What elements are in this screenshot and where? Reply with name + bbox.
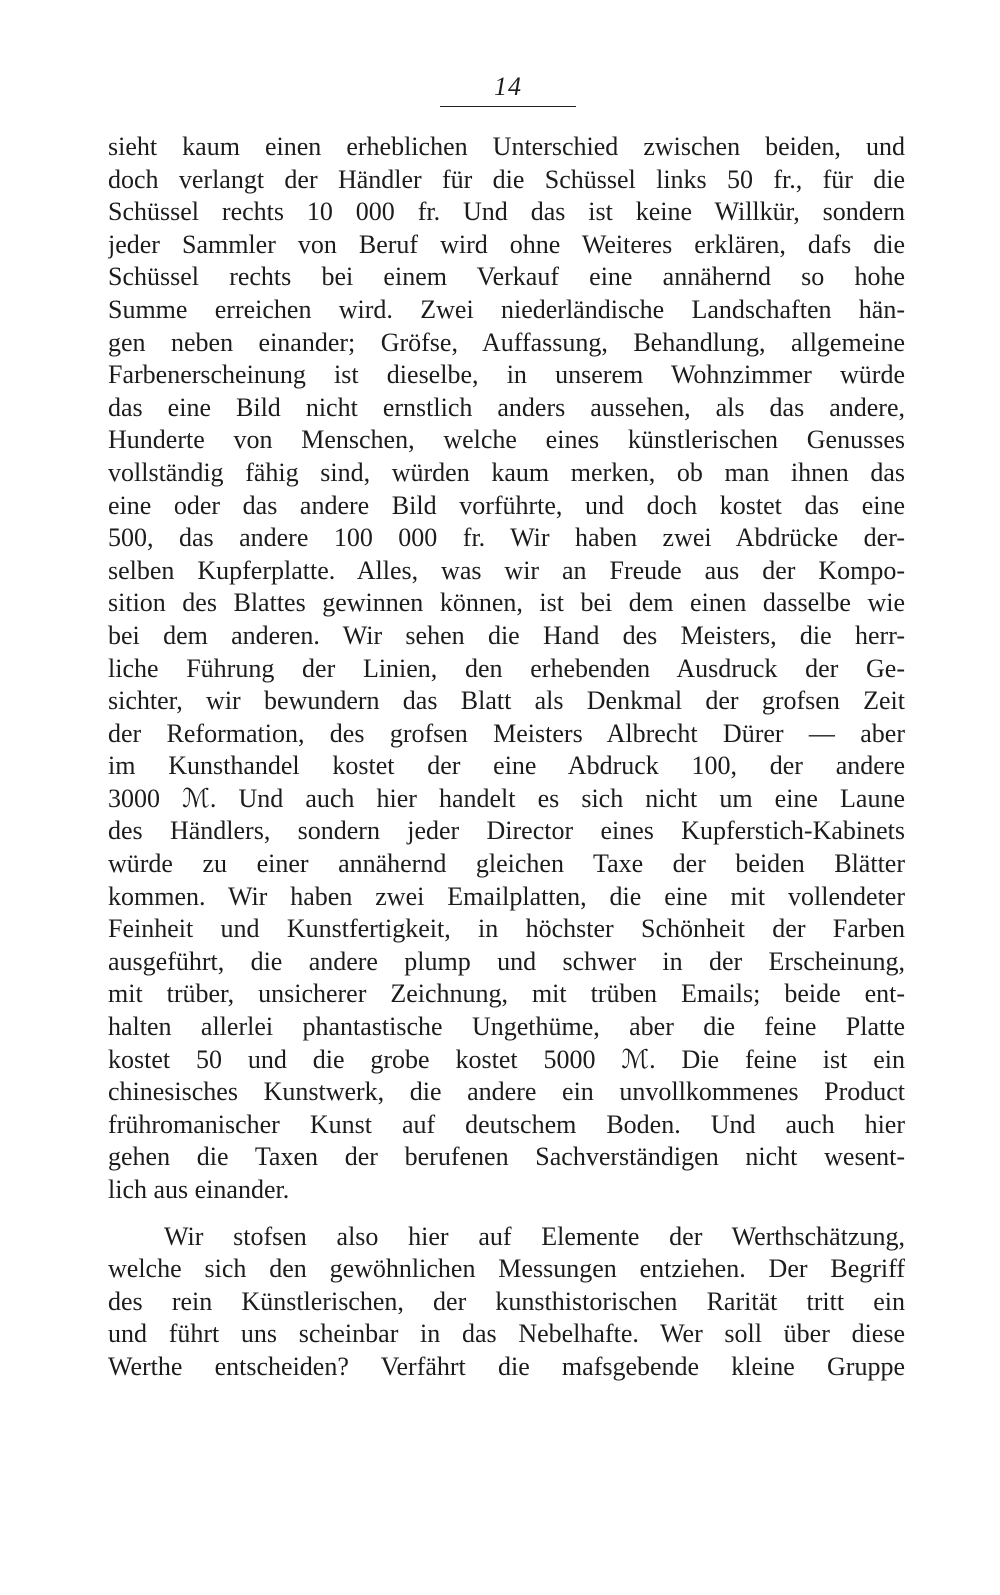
body-text	[108, 131, 905, 1384]
page-header	[440, 72, 576, 102]
text-line: jeder Sammler von Beruf wird ohne Weiteres erklären, dafs die	[108, 229, 905, 259]
text-line: doch verlangt der Händler für die Schüssel links 50 fr., für die	[108, 164, 905, 194]
text-line: bei dem anderen. Wir sehen die Hand des Meisters, die herr-	[108, 620, 905, 650]
text-line: Werthe entscheiden? Verfährt die mafsgebende kleine Gruppe	[108, 1351, 905, 1381]
text-line: halten allerlei phantastische Ungethüme, aber die feine Platte	[108, 1012, 905, 1042]
text-line: sition des Blattes gewinnen können, ist bei dem einen dasselbe wie	[108, 588, 905, 618]
text-line: kostet 50 und die grobe kostet 5000 ℳ. Die feine ist ein	[108, 1044, 905, 1074]
paragraph-gap	[108, 1207, 905, 1221]
header-rule	[440, 106, 576, 107]
text-line: kommen. Wir haben zwei Emailplatten, die eine mit vollendeter	[108, 881, 905, 911]
text-line: gen neben einander; Gröfse, Auffassung, Behandlung, allgemeine	[108, 327, 905, 357]
text-line: würde zu einer annähernd gleichen Taxe der beiden Blätter	[108, 849, 905, 879]
text-line: sieht kaum einen erheblichen Unterschied zwischen beiden, und	[108, 132, 905, 161]
text-line: vollständig fähig sind, würden kaum merken, ob man ihnen das	[108, 457, 905, 487]
text-line: im Kunsthandel kostet der eine Abdruck 100, der andere	[108, 751, 905, 781]
text-line: 3000 ℳ. Und auch hier handelt es sich nicht um eine Laune	[108, 783, 905, 813]
paragraph	[108, 1221, 905, 1384]
text-line: des Händlers, sondern jeder Director eines Kupferstich-Kabinets	[108, 816, 905, 846]
text-line: 500, das andere 100 000 fr. Wir haben zwei Abdrücke der-	[108, 523, 905, 553]
text-line: und führt uns scheinbar in das Nebelhafte. Wer soll über diese	[108, 1319, 905, 1349]
text-line: Schüssel rechts 10 000 fr. Und das ist keine Willkür, sondern	[108, 197, 905, 227]
text-line: lich aus einander.	[108, 1175, 290, 1204]
text-line: selben Kupferplatte. Alles, was wir an Freude aus der Kompo-	[108, 555, 905, 585]
text-line: Hunderte von Menschen, welche eines künstlerischen Genusses	[108, 425, 905, 455]
text-line: welche sich den gewöhnlichen Messungen entziehen. Der Begriff	[108, 1254, 905, 1284]
page-number: 14	[494, 72, 522, 101]
text-line: ausgeführt, die andere plump und schwer in der Erscheinung,	[108, 946, 905, 976]
text-line: Wir stofsen also hier auf Elemente der Werthschätzung,	[164, 1221, 905, 1251]
text-line: des rein Künstlerischen, der kunsthistorischen Rarität tritt ein	[108, 1286, 905, 1316]
text-line: eine oder das andere Bild vorführte, und doch kostet das eine	[108, 490, 905, 520]
text-line: der Reformation, des grofsen Meisters Albrecht Dürer — aber	[108, 718, 905, 748]
text-line: sichter, wir bewundern das Blatt als Denkmal der grofsen Zeit	[108, 686, 905, 716]
text-line: Schüssel rechts bei einem Verkauf eine annähernd so hohe	[108, 262, 905, 292]
text-line: chinesisches Kunstwerk, die andere ein unvollkommenes Product	[108, 1077, 905, 1107]
paragraph	[108, 131, 905, 1207]
text-line: das eine Bild nicht ernstlich anders aussehen, als das andere,	[108, 392, 905, 422]
text-line: frühromanischer Kunst auf deutschem Boden. Und auch hier	[108, 1109, 905, 1139]
text-line: Summe erreichen wird. Zwei niederländische Landschaften hän-	[108, 294, 905, 324]
text-line: liche Führung der Linien, den erhebenden Ausdruck der Ge-	[108, 653, 905, 683]
text-line: gehen die Taxen der berufenen Sachverständigen nicht wesent-	[108, 1142, 905, 1172]
text-line: Feinheit und Kunstfertigkeit, in höchster Schönheit der Farben	[108, 914, 905, 944]
text-line: mit trüber, unsicherer Zeichnung, mit trüben Emails; beide ent-	[108, 979, 905, 1009]
text-line: Farbenerscheinung ist dieselbe, in unserem Wohnzimmer würde	[108, 360, 905, 390]
